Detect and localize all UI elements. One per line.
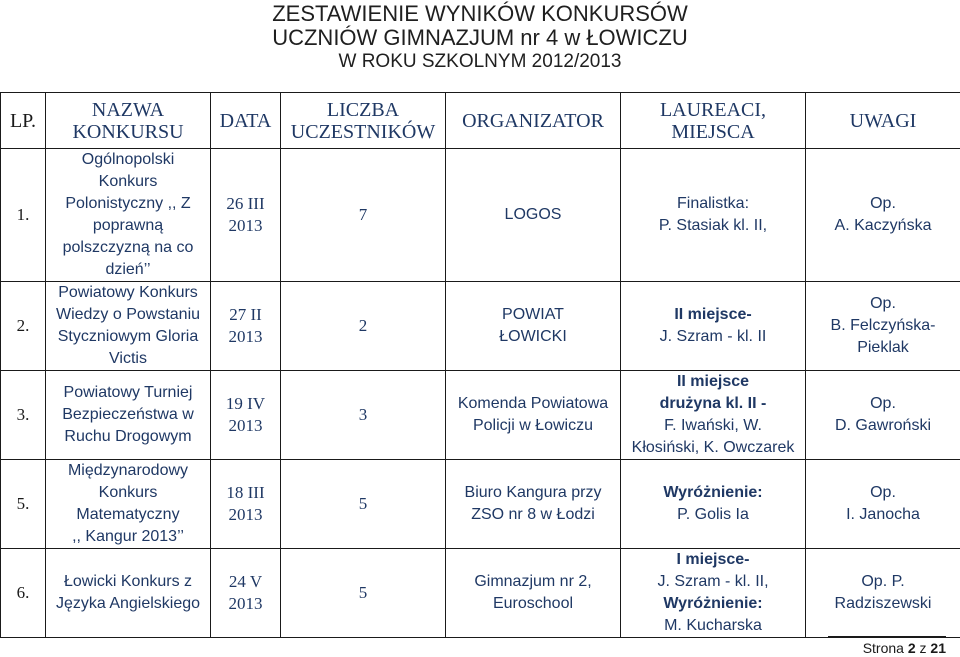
contest-date	[211, 282, 281, 371]
remarks-line: I. Janocha	[846, 506, 920, 523]
footer-page: 2	[907, 640, 916, 656]
laureate-line: II miejsce	[676, 373, 750, 390]
laureate-line: J. Szram - kl. II	[659, 328, 767, 345]
header-nazwa-line2: KONKURSU	[72, 120, 184, 143]
participant-count: 5	[281, 549, 446, 638]
contest-name	[46, 149, 211, 282]
contest-name-line: dzień’’	[105, 261, 151, 278]
contest-name-line: Styczniowym Gloria	[57, 328, 199, 345]
contest-name-line: ,, Kangur 2013’’	[72, 528, 184, 545]
table-row	[1, 149, 960, 282]
laureate-line: J. Szram - kl. II,	[657, 573, 769, 590]
laureate-line: P. Golis Ia	[677, 506, 749, 523]
organizer-line: Euroschool	[492, 595, 574, 612]
organizer-line: Policji w Łowiczu	[472, 417, 594, 434]
organizer-line: POWIAT	[502, 306, 564, 323]
laureate-line: Kłosiński, K. Owczarek	[631, 439, 795, 456]
participant-count: 3	[281, 371, 446, 460]
table-row	[1, 460, 960, 549]
row-number: 2.	[1, 282, 46, 371]
header-liczba	[281, 93, 446, 149]
laureate-line: drużyna kl. II -	[659, 395, 767, 412]
organizer-line: LOGOS	[504, 206, 562, 223]
participant-count: 7	[281, 149, 446, 282]
contest-date-line: 19 IV	[225, 394, 266, 413]
results-table	[0, 92, 960, 638]
remarks	[806, 282, 960, 371]
results-table-body	[1, 149, 960, 638]
organizer	[446, 460, 621, 549]
contest-date-line: 18 III	[226, 483, 265, 502]
contest-name	[46, 282, 211, 371]
header-row	[1, 93, 960, 149]
contest-date-line: 2013	[228, 594, 263, 613]
header-nazwa-line1: NAZWA	[91, 98, 165, 121]
contest-name-line: Ruchu Drogowym	[64, 428, 192, 445]
contest-name-line: polszczyzną na co	[62, 239, 194, 256]
header-liczba-line1: LICZBA	[326, 98, 400, 121]
laureates	[621, 282, 806, 371]
contest-name-line: Konkurs	[98, 173, 158, 190]
organizer-line: Biuro Kangura przy	[464, 484, 602, 501]
laureate-line: M. Kucharska	[664, 617, 762, 634]
contest-date-line: 27 II	[229, 305, 262, 324]
organizer-line: ZSO nr 8 w Łodzi	[471, 506, 595, 523]
contest-date-line: 26 III	[226, 194, 265, 213]
footer-total: 21	[930, 640, 946, 656]
organizer	[446, 149, 621, 282]
contest-date-line: 2013	[228, 216, 263, 235]
title-line-2: UCZNIÓW GIMNAZJUM nr 4 w ŁOWICZU	[272, 25, 688, 50]
contest-name-line: Konkurs	[98, 484, 158, 501]
laureate-line: Wyróżnienie:	[663, 484, 763, 501]
footer-rule	[828, 636, 946, 637]
row-number: 5.	[1, 460, 46, 549]
contest-name-line: Wiedzy o Powstaniu	[55, 306, 201, 323]
header-nazwa	[46, 93, 211, 149]
remarks-line: Radziszewski	[834, 595, 932, 612]
title-line-3: W ROKU SZKOLNYM 2012/2013	[338, 51, 622, 72]
remarks-line: B. Felczyńska-	[830, 317, 936, 334]
remarks	[806, 371, 960, 460]
contest-name	[46, 371, 211, 460]
header-laureaci	[621, 93, 806, 149]
laureate-line: P. Stasiak kl. II,	[658, 217, 768, 234]
title-line-1: ZESTAWIENIE WYNIKÓW KONKURSÓW	[272, 1, 688, 26]
contest-name-line: poprawną	[92, 217, 164, 234]
participant-count: 5	[281, 460, 446, 549]
table-row	[1, 549, 960, 638]
header-laureaci-line2: MIEJSCA	[671, 120, 755, 143]
laureate-line: II miejsce-	[674, 306, 752, 323]
remarks-line: Op.	[870, 195, 896, 212]
organizer	[446, 549, 621, 638]
organizer	[446, 371, 621, 460]
remarks-line: Op.	[870, 484, 896, 501]
header-lp: LP.	[1, 93, 46, 149]
page-footer	[863, 640, 946, 656]
document-title	[0, 2, 960, 74]
laureates	[621, 149, 806, 282]
row-number: 1.	[1, 149, 46, 282]
contest-date	[211, 371, 281, 460]
remarks	[806, 549, 960, 638]
contest-name-line: Bezpieczeństwa w	[62, 406, 194, 423]
table-row	[1, 282, 960, 371]
contest-name-line: Matematyczny	[76, 506, 180, 523]
laureate-line: Wyróżnienie:	[663, 595, 763, 612]
laureate-line: Finalistka:	[676, 195, 750, 212]
contest-name-line: Powiatowy Turniej	[63, 384, 193, 401]
organizer-line: Komenda Powiatowa	[457, 395, 609, 412]
contest-name-line: Ogólnopolski	[81, 151, 175, 168]
contest-name-line: Victis	[109, 350, 147, 367]
organizer-line: ŁOWICKI	[499, 328, 567, 345]
remarks-line: Op.	[870, 295, 896, 312]
contest-name-line: Powiatowy Konkurs	[58, 284, 198, 301]
row-number: 6.	[1, 549, 46, 638]
contest-name	[46, 460, 211, 549]
remarks-line: D. Gawroński	[834, 417, 932, 434]
contest-date	[211, 549, 281, 638]
header-organizator: ORGANIZATOR	[446, 93, 621, 149]
header-liczba-line2: UCZESTNIKÓW	[290, 120, 436, 143]
header-laureaci-line1: LAUREACI,	[659, 98, 767, 121]
contest-date	[211, 149, 281, 282]
footer-of: z	[919, 640, 927, 656]
laureates	[621, 371, 806, 460]
remarks-line: Op.	[870, 395, 896, 412]
laureate-line: F. Iwański, W.	[664, 417, 762, 434]
row-number: 3.	[1, 371, 46, 460]
contest-date-line: 2013	[228, 505, 263, 524]
remarks-line: Op. P.	[861, 573, 905, 590]
remarks-line: Pieklak	[857, 339, 909, 356]
contest-date-line: 2013	[228, 327, 263, 346]
remarks	[806, 149, 960, 282]
contest-name-line: Łowicki Konkurs z	[63, 573, 193, 590]
participant-count: 2	[281, 282, 446, 371]
remarks	[806, 460, 960, 549]
organizer	[446, 282, 621, 371]
laureates	[621, 460, 806, 549]
contest-name-line: Polonistyczny ,, Z	[65, 195, 191, 212]
contest-date-line: 24 V	[228, 572, 263, 591]
organizer-line: Gimnazjum nr 2,	[474, 573, 592, 590]
contest-date	[211, 460, 281, 549]
contest-name-line: Języka Angielskiego	[55, 595, 201, 612]
header-uwagi: UWAGI	[806, 93, 960, 149]
laureate-line: I miejsce-	[676, 551, 750, 568]
laureates	[621, 549, 806, 638]
table-row	[1, 371, 960, 460]
contest-name	[46, 549, 211, 638]
remarks-line: A. Kaczyńska	[834, 217, 932, 234]
contest-name-line: Międzynarodowy	[67, 462, 189, 479]
footer-label: Strona	[862, 640, 904, 656]
contest-date-line: 2013	[228, 416, 263, 435]
header-data: DATA	[211, 93, 281, 149]
